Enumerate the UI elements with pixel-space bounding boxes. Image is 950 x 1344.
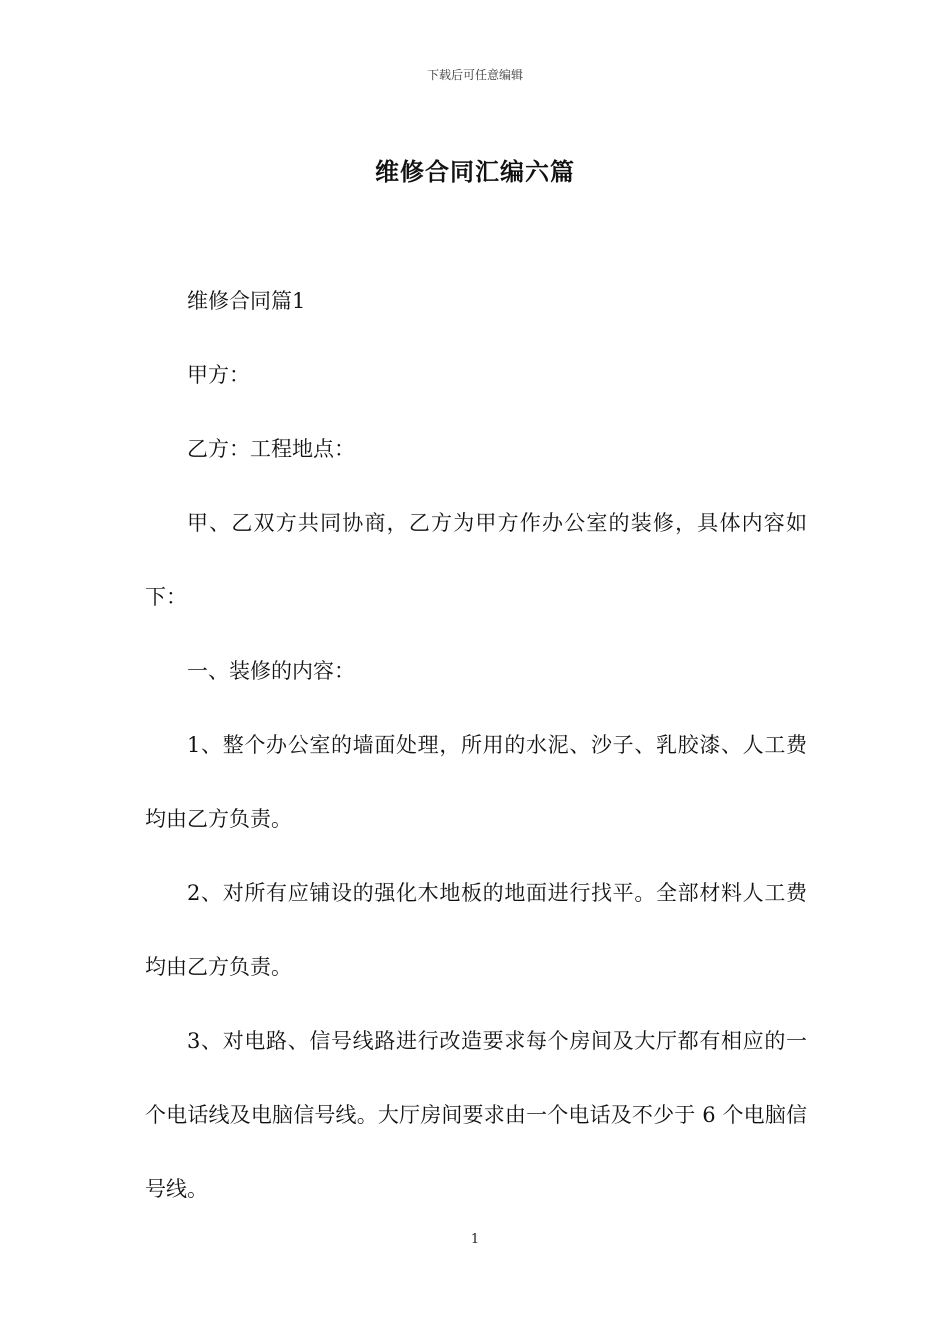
intro-paragraph: 甲、乙双方共同协商，乙方为甲方作办公室的装修，具体内容如下：	[145, 511, 807, 609]
clause-item-1: 1、整个办公室的墙面处理，所用的水泥、沙子、乳胶漆、人工费均由乙方负责。	[145, 733, 807, 831]
header-note: 下载后可任意编辑	[426, 68, 523, 82]
clause-item-2: 2、对所有应铺设的强化木地板的地面进行找平。全部材料人工费均由乙方负责。	[145, 881, 807, 979]
document-body	[145, 264, 807, 1226]
page-number: 1	[470, 1232, 480, 1247]
clause-heading: 一、装修的内容：	[187, 659, 355, 683]
party-a-line: 甲方：	[187, 363, 250, 387]
document-title: 维修合同汇编六篇	[375, 158, 575, 186]
section-heading: 维修合同篇1	[187, 289, 306, 313]
party-b-line: 乙方：工程地点：	[187, 437, 355, 461]
clause-item-3: 3、对电路、信号线路进行改造要求每个房间及大厅都有相应的一个电话线及电脑信号线。大厅房间要求由一个电话及不少于 6 个电脑信号线。	[145, 1029, 807, 1201]
